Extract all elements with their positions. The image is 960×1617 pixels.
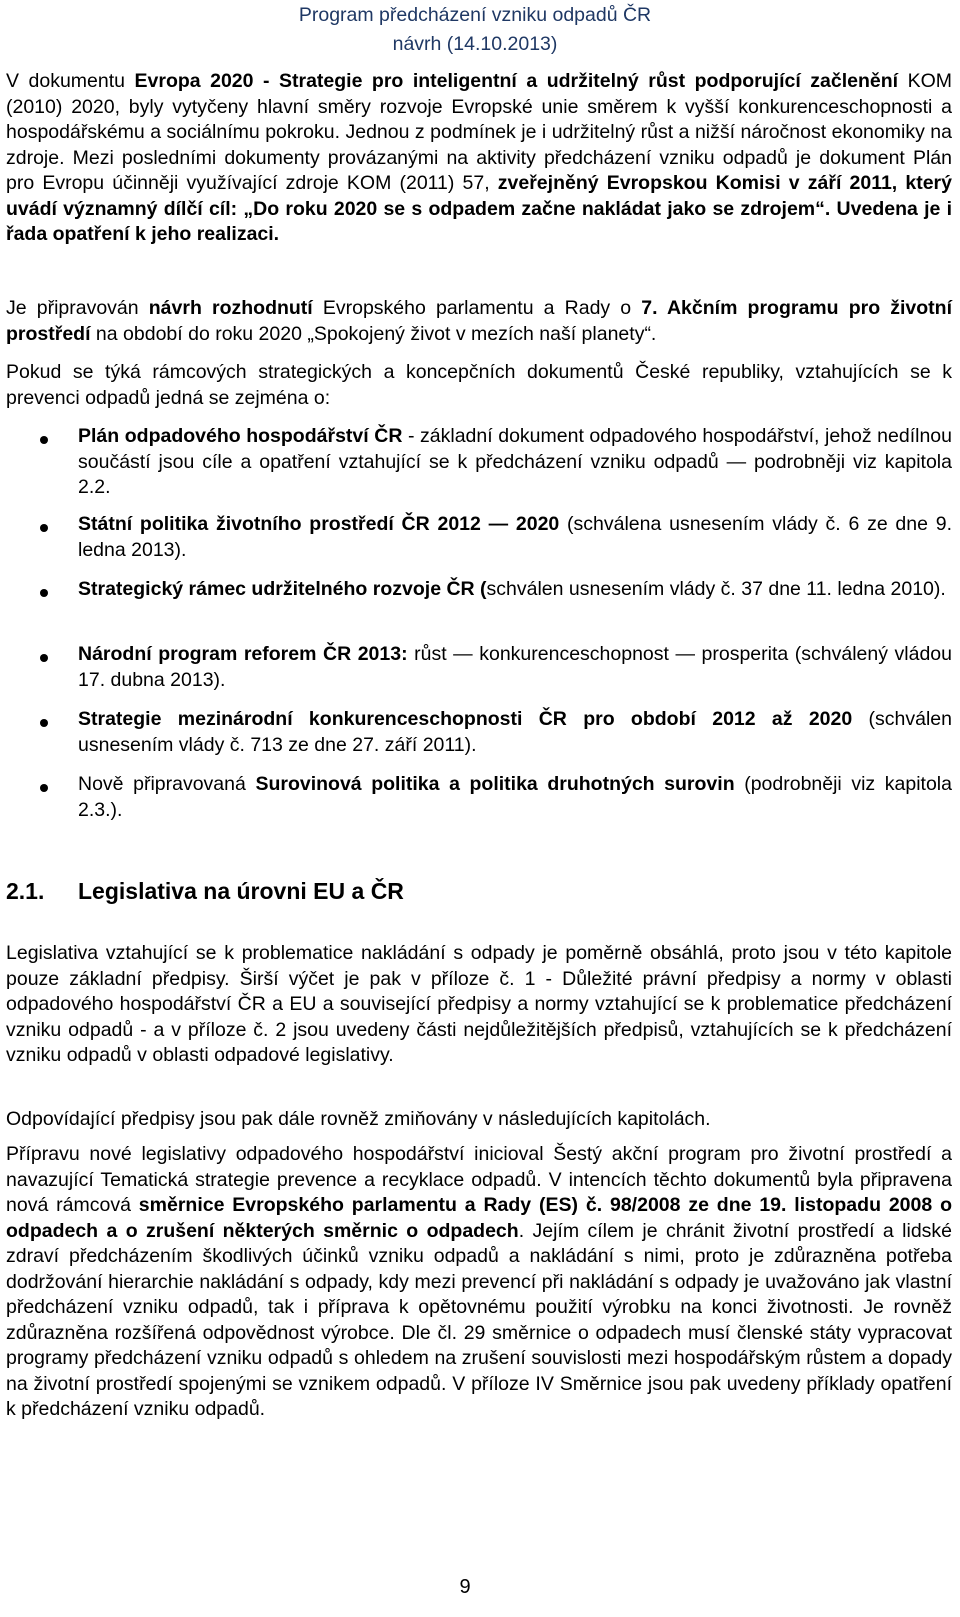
bullet-icon <box>40 719 48 727</box>
section-number: 2.1. <box>6 878 45 904</box>
paragraph-legislation-overview: Legislativa vztahující se k problematice nakládání s odpady je poměrně obsáhlá, proto jsou v této kapitole pouze základní předpisy. Širší výčet je pak v příloze č. 1 - Důležité právní předpisy a normy v oblasti odpadového hospodářství ČR a EU a související předpisy a normy vztahující se k problematice předcházení vzniku odpadů - a v příloze č. 2 jsou uvedeny části nejdůležitějších předpisů, vztahujících se k předcházení vzniku odpadů v oblasti odpadové legislativy. <box>6 942 952 1066</box>
running-header-date: návrh (14.10.2013) <box>392 33 558 55</box>
section-title: Legislativa na úrovni EU a ČR <box>78 878 404 904</box>
paragraph-waste-directive: Přípravu nové legislativy odpadového hospodářství inicioval Šestý akční program pro životní prostředí a navazující Tematická strategie prevence a recyklace odpadů. V intencích těchto dokumentů byla připravena nová rámcová směrnice Evropského parlamentu a Rady (ES) č. 98/2008 ze dne 19. listopadu 2008 o odpadech a o zrušení některých směrnic o odpadech. Jejím cílem je chránit životní prostředí a lidské zdraví předcházením škodlivých účinků vzniku odpadů a nakládání s nimi, proto je zdůrazněna potřeba dodržování hierarchie nakládání s odpady, kdy mezi prevencí při nakládání s odpady je uvažováno jak vlastní předcházení vzniku odpadů, tak i příprava k opětovnému použití výrobku na konci životnosti. Je rovněž zdůrazněna rozšířená odpovědnost výrobce. Dle čl. 29 směrnice o odpadech musí členské státy vypracovat programy předcházení vzniku odpadů s ohledem na zrušení souvislosti mezi hospodářským růstem a dopady na životní prostředí spojenými se vznikem odpadů. V příloze IV Směrnice jsou pak uvedeny příklady opatření k předcházení vzniku odpadů. <box>6 1143 953 1420</box>
paragraph-action-programme: Je připravován návrh rozhodnutí Evropského parlamentu a Rady o 7. Akčním programu pro životní prostředí na období do roku 2020 „Spokojený život v mezích naší planety“. <box>6 297 952 345</box>
document-page: Program předcházení vzniku odpadů ČR návrh (14.10.2013) V dokumentu Evropa 2020 - Strategie pro inteligentní a udržitelný růst podporující začlenění KOM (2010) 2020, byly vytyčeny hlavní směry rozvoje Evropské unie směrem k vyšší konkurenceschopnosti a hospodářskému a sociálnímu pokroku. Jednou z podmínek je i udržitelný růst a nižší náročnost ekonomiky na zdroje. Mezi posledními dokumenty provázanými na aktivity předcházení vzniku odpadů je dokument Plán pro Evropu účinněji využívající zdroje KOM (2011) 57, zveřejněný Evropskou Komisi v září 2011, který uvádí významný dílčí cíl: „Do roku 2020 se s odpadem začne nakládat jako se zdrojem“. Uvedena je i řada opatření k jeho realizaci. Je připravován návrh rozhodnutí Evropského parlamentu a Rady o 7. Akčním programu pro životní prostředí na období do roku 2020 „Spokojený život v mezích naší planety“. Pokud se týká rámcových strategických a koncepčních dokumentů České republiky, vztahujících se k prevenci odpadů jedná se zejména o: Plán odpadového hospodářství ČR - základní dokument odpadového hospodářství, jehož nedílnou součástí jsou cíle a opatření vztahující se k předcházení vzniku odpadů — podrobněji viz kapitola 2.2. Státní politika životního prostředí ČR 2012 — 2020 (schválena usnesením vlády č. 6 ze dne 9. ledna 2013). Strategický rámec udržitelného rozvoje ČR (schválen usnesením vlády č. 37 dne 11. ledna 2010). Národní program reforem ČR 2013: růst — konkurenceschopnost — prosperita (schválený vládou 17. dubna 2013). Strategie mezinárodní konkurenceschopnosti ČR pro období 2012 až 2020 (schválen usnesením vlády č. 713 ze dne 27. září 2011). Nově připravovaná Surovinová politika a politika druhotných surovin (podrobněji viz kapitola 2.3.). 2.1. Legislativa na úrovni EU a ČR Legislativa vztahující se k problematice nakládání s odpady je poměrně obsáhlá, proto jsou v této kapitole pouze základní předpisy. Širší výčet je pak v příloze č. 1 - Důležité právní předpisy a normy v oblasti odpadového hospodářství ČR a EU a související předpisy a normy vztahující se k problematice předcházení vzniku odpadů - a v příloze č. 2 jsou uvedeny části nejdůležitějších předpisů, vztahujících se k předcházení vzniku odpadů v oblasti odpadové legislativy. Odpovídající předpisy jsou pak dále rovněž zmiňovány v následujících kapitolách. Přípravu nové legislativy odpadového hospodářství inicioval Šestý akční program pro životní prostředí a navazující Tematická strategie prevence a recyklace odpadů. V intencích těchto dokumentů byla připravena nová rámcová směrnice Evropského parlamentu a Rady (ES) č. 98/2008 ze dne 19. listopadu 2008 o odpadech a o zrušení některých směrnic o odpadech. Jejím cílem je chránit životní prostředí a lidské zdraví předcházením škodlivých účinků vzniku odpadů a nakládání s nimi, proto je zdůrazněna potřeba dodržování hierarchie nakládání s odpady, kdy mezi prevencí při nakládání s odpady je uvažováno jak vlastní předcházení vzniku odpadů, tak i příprava k opětovnému použití výrobku na konci životnosti. Je rovněž zdůrazněna rozšířená odpovědnost výrobce. Dle čl. 29 směrnice o odpadech musí členské státy vypracovat programy předcházení vzniku odpadů s ohledem na zrušení souvislosti mezi hospodářským růstem a dopady na životní prostředí spojenými se vznikem odpadů. V příloze IV Směrnice jsou pak uvedeny příklady opatření k předcházení vzniku odpadů. 9 <box>6 4 953 1598</box>
page-number: 9 <box>459 1576 471 1598</box>
bullet-icon <box>40 589 48 597</box>
paragraph-europe-2020: V dokumentu Evropa 2020 - Strategie pro inteligentní a udržitelný růst podporující začlenění KOM (2010) 2020, byly vytyčeny hlavní směry rozvoje Evropské unie směrem k vyšší konkurenceschopnosti a hospodářskému a sociálnímu pokroku. Jednou z podmínek je i udržitelný růst a nižší náročnost ekonomiky na zdroje. Mezi posledními dokumenty provázanými na aktivity předcházení vzniku odpadů je dokument Plán pro Evropu účinněji využívající zdroje KOM (2011) 57, zveřejněný Evropskou Komisi v září 2011, který uvádí významný dílčí cíl: „Do roku 2020 se s odpadem začne nakládat jako se zdrojem“. Uvedena je i řada opatření k jeho realizaci. <box>6 70 952 245</box>
bullet-icon <box>40 524 48 532</box>
paragraph-following-chapters: Odpovídající předpisy jsou pak dále rovněž zmiňovány v následujících kapitolách. <box>6 1108 711 1130</box>
paragraph-czech-documents: Pokud se týká rámcových strategických a koncepčních dokumentů České republiky, vztahujících se k prevenci odpadů jedná se zejména o: <box>6 361 952 409</box>
running-header-title: Program předcházení vzniku odpadů ČR <box>298 4 652 26</box>
section-heading <box>6 876 404 906</box>
bullet-icon <box>40 436 48 444</box>
bullet-icon <box>40 784 48 792</box>
bullet-icon <box>40 654 48 662</box>
